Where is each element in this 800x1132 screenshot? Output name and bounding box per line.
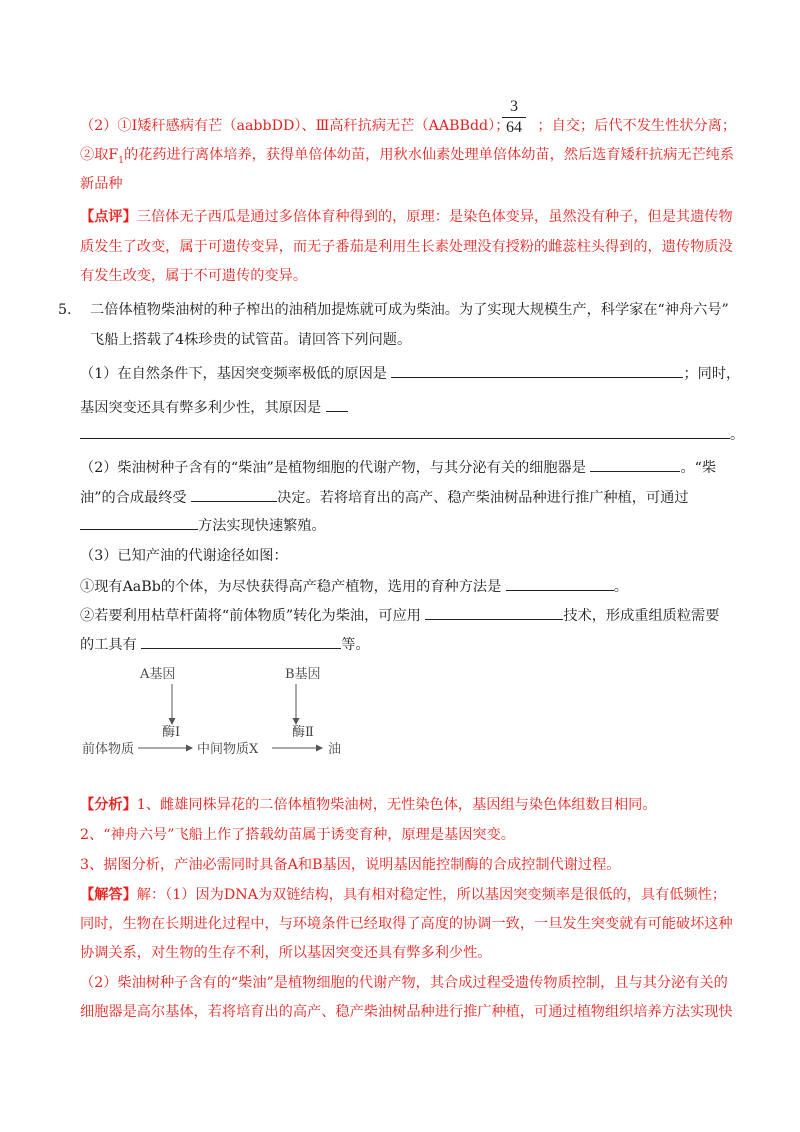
solution-tag: 【解答】 [80, 887, 137, 903]
answer-blank-3[interactable] [590, 456, 680, 472]
part3-sub1-end: 。 [613, 579, 628, 595]
answer-blank-2-continued[interactable] [80, 423, 730, 439]
answer2-line2-a: ②取F [80, 147, 119, 163]
analysis-line2: 2、“神舟六号”飞船上作了搭载幼苗属于诱变育种，原理是基因突变。 [80, 827, 515, 843]
analysis-text1: 1、雌雄同株异花的二倍体植物柴油树，无性染色体，基因组与染色体组数目相同。 [136, 797, 657, 813]
part2-text-a: （2）柴油树种子含有的“柴油”是植物细胞的代谢产物，与其分泌有关的细胞器是 [80, 460, 586, 476]
question5-part2-line3 [80, 514, 326, 536]
answer2-line1-b: ；自交；后代不发生性状分离； [537, 118, 737, 134]
question5-part1-line2 [80, 396, 348, 418]
part1-end: 。 [730, 427, 745, 443]
question5-part3-sub1 [80, 575, 628, 597]
oil-label: 油 [328, 742, 342, 757]
question5-part3-sub2-line2 [80, 633, 370, 655]
answer2-line1-a: （2）①Ⅰ矮秆感病有芒（aabbDD）、Ⅲ高秆抗病无芒（AABBdd）； [80, 118, 510, 134]
solution-line3: 协调关系，对生物的生存不利，所以基因突变还具有弊多利少性。 [80, 945, 492, 961]
question5-stem-line2: 飞船上搭载了4株珍贵的试管苗。请回答下列问题。 [90, 332, 412, 348]
gene-b-label: B基因 [285, 667, 321, 682]
part2-text-c: 油”的合成最终受 [80, 490, 187, 506]
solution-line1 [80, 885, 726, 905]
fraction-numerator: 3 [510, 98, 518, 115]
part3-sub2-text-c: 的工具有 [80, 637, 137, 653]
question5-stem-line1: 二倍体植物柴油树的种子榨出的油稍加提炼就可成为柴油。为了实现大规模生产，科学家在“神舟六号” [90, 302, 729, 318]
question5-part2-line1 [80, 456, 716, 478]
answer-blank-7[interactable] [425, 604, 563, 620]
solution-line5: 细胞器是高尔基体，若将培育出的高产、稳产柴油树品种进行推广种植，可通过植物组织培养方法实现快 [80, 1004, 733, 1020]
enzyme-2-label: 酶Ⅱ [292, 725, 314, 740]
comment-line1 [80, 207, 733, 227]
gene-a-label: A基因 [140, 667, 176, 682]
answer2-line2-b: 的花药进行离体培养，获得单倍体幼苗，用秋水仙素处理单倍体幼苗，然后选育矮秆抗病无芒纯系 [123, 147, 735, 163]
comment-tag: 【点评】 [80, 209, 137, 225]
answer2-subscript: 1 [118, 155, 124, 166]
solution-line4: （2）柴油树种子含有的“柴油”是植物细胞的代谢产物，其合成过程受遗传物质控制，且与其分泌有关的 [80, 975, 728, 991]
part3-sub1-text: ①现有AaBb的个体，为尽快获得高产稳产植物，选用的育种方法是 [80, 579, 502, 595]
fraction-denominator: 64 [506, 119, 522, 136]
comment-line2: 质发生了改变，属于可遗传变异，而无子番茄是利用生长素处理没有授粉的雌蕊柱头得到的，遗传物质没 [80, 239, 733, 255]
precursor-label: 前体物质 [82, 742, 135, 757]
answer-blank-1[interactable] [391, 362, 683, 378]
metabolic-pathway-diagram [82, 664, 382, 764]
answer-blank-5[interactable] [80, 514, 198, 530]
answer-blank-8[interactable] [141, 633, 341, 649]
answer-blank-2[interactable] [326, 396, 348, 412]
question5-part3-intro: （3）已知产油的代谢途径如图： [80, 548, 288, 564]
question5-part3-sub2-line1 [80, 604, 719, 626]
part2-text-e: 方法实现快速繁殖。 [198, 518, 326, 534]
solution-text1: 解：（1）因为DNA为双链结构，具有相对稳定性，所以基因突变频率是很低的，具有低频性； [136, 887, 727, 903]
answer-blank-4[interactable] [191, 486, 277, 502]
solution-line2: 同时，生物在长期进化过程中，与环境条件已经取得了高度的协调一致，一旦发生突变就有可能破坏这种 [80, 916, 733, 932]
answer-blank-6[interactable] [506, 575, 614, 591]
question5-part1-line1 [80, 362, 740, 384]
comment-text1: 三倍体无子西瓜是通过多倍体育种得到的，原理：是染色体变异，虽然没有种子，但是其遗传物 [136, 209, 733, 225]
answer2-line1 [80, 116, 736, 136]
question5-number: 5. [58, 302, 72, 318]
part3-sub2-text-a: ②若要利用枯草杆菌将“前体物质”转化为柴油，可应用 [80, 608, 421, 624]
part1-text-a: （1）在自然条件下，基因突变频率极低的原因是 [80, 366, 387, 382]
part1-text-c: 基因突变还具有弊多利少性，其原因是 [80, 400, 322, 416]
question5-part1-line3 [80, 423, 744, 445]
answer2-line2 [80, 145, 734, 171]
question5-part2-line2 [80, 486, 689, 508]
part1-text-b: ；同时， [683, 366, 741, 382]
part2-text-b: 。“柴 [680, 460, 717, 476]
intermediate-label: 中间物质X [197, 742, 259, 757]
analysis-line1 [80, 795, 657, 815]
part3-sub2-text-b: 技术，形成重组质粒需要 [563, 608, 720, 624]
comment-line3: 有发生改变，属于不可遗传的变异。 [80, 268, 308, 284]
part3-sub2-text-d: 等。 [341, 637, 370, 653]
answer2-line3: 新品种 [80, 176, 123, 192]
enzyme-1-label: 酶Ⅰ [162, 725, 181, 740]
analysis-line3: 3、据图分析，产油必需同时具备A和B基因，说明基因能控制酶的合成控制代谢过程。 [80, 857, 621, 873]
analysis-tag: 【分析】 [80, 797, 137, 813]
part2-text-d: 决定。若将培育出的高产、稳产柴油树品种进行推广种植，可通过 [277, 490, 689, 506]
